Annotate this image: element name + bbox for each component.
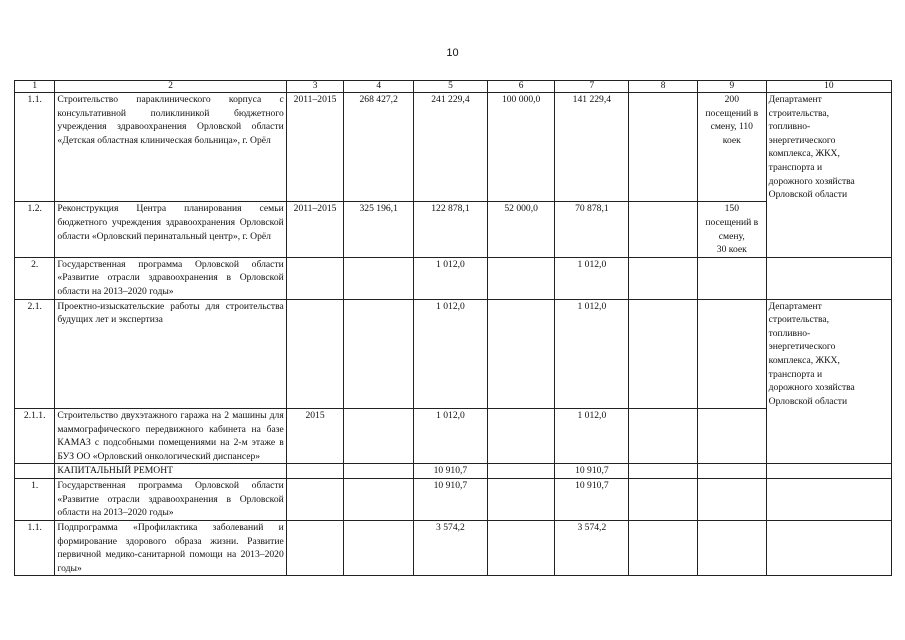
row-capacity	[697, 479, 766, 521]
row-name: КАПИТАЛЬНЫЙ РЕМОНТ	[55, 464, 286, 479]
header-col-7: 7	[555, 81, 629, 93]
row-responsible: Департамент строительства, топливно- энергетического комплекса, ЖКХ, транспорта и дорожного хозяйства Орловской области	[766, 299, 891, 408]
table-row	[15, 479, 892, 521]
row-col-4	[344, 299, 414, 408]
row-period	[286, 520, 344, 575]
row-name: Строительство параклинического корпуса с консультативной поликлиникой бюджетного учреждения здравоохранения Орловской области «Детская областная клиническая больница», г. Орёл	[55, 93, 286, 202]
data-table	[14, 80, 892, 576]
row-col-6	[487, 257, 555, 299]
row-col-8	[629, 299, 698, 408]
row-col-7: 3 574,2	[555, 520, 629, 575]
row-index: 1.1.	[15, 520, 55, 575]
row-responsible	[766, 479, 891, 521]
row-col-5: 3 574,2	[414, 520, 488, 575]
row-responsible: Департамент строительства, топливно- энергетического комплекса, ЖКХ, транспорта и дорожного хозяйства Орловской области	[766, 93, 891, 202]
row-col-4	[344, 479, 414, 521]
row-col-5: 10 910,7	[414, 479, 488, 521]
row-col-4: 325 196,1	[344, 202, 414, 257]
row-name: Государственная программа Орловской области «Развитие отрасли здравоохранения в Орловской области на 2013–2020 годы»	[55, 257, 286, 299]
row-col-7: 70 878,1	[555, 202, 629, 257]
row-capacity: 150 посещений в смену, 30 коек	[697, 202, 766, 257]
row-responsible	[766, 464, 891, 479]
row-period	[286, 299, 344, 408]
header-col-8: 8	[629, 81, 698, 93]
row-index: 2.1.	[15, 299, 55, 408]
table-row	[15, 464, 892, 479]
row-responsible	[766, 409, 891, 464]
row-index: 1.1.	[15, 93, 55, 202]
table-row	[15, 202, 892, 257]
row-period: 2011–2015	[286, 202, 344, 257]
row-period	[286, 257, 344, 299]
row-col-8	[629, 202, 698, 257]
table-row	[15, 299, 892, 408]
row-col-6	[487, 299, 555, 408]
row-name: Реконструкция Центра планирования семьи бюджетного учреждения здравоохранения Орловской области «Орловский перинатальный центр», г. Орёл	[55, 202, 286, 257]
row-period: 2011–2015	[286, 93, 344, 202]
row-period	[286, 464, 344, 479]
row-col-6	[487, 479, 555, 521]
row-responsible	[766, 202, 891, 257]
row-col-6: 100 000,0	[487, 93, 555, 202]
table-row	[15, 520, 892, 575]
row-col-4	[344, 257, 414, 299]
row-index: 1.2.	[15, 202, 55, 257]
row-col-8	[629, 520, 698, 575]
row-name: Подпрограмма «Профилактика заболеваний и формирование здорового образа жизни. Развитие первичной медико-санитарной помощи на 2013–2020 годы»	[55, 520, 286, 575]
row-responsible	[766, 520, 891, 575]
row-col-6	[487, 409, 555, 464]
row-col-4: 268 427,2	[344, 93, 414, 202]
row-col-7: 10 910,7	[555, 464, 629, 479]
row-capacity	[697, 520, 766, 575]
row-index: 2.	[15, 257, 55, 299]
header-col-3: 3	[286, 81, 344, 93]
row-name: Строительство двухэтажного гаража на 2 машины для маммографического передвижного кабинета на базе КАМАЗ с подсобными помещениями на 2-м этаже в БУЗ ОО «Орловский онкологический диспансер»	[55, 409, 286, 464]
row-col-5: 122 878,1	[414, 202, 488, 257]
row-col-8	[629, 409, 698, 464]
row-col-5: 1 012,0	[414, 409, 488, 464]
row-capacity	[697, 464, 766, 479]
row-col-7: 1 012,0	[555, 409, 629, 464]
row-capacity: 200 посещений в смену, 110 коек	[697, 93, 766, 202]
row-capacity	[697, 409, 766, 464]
row-col-4	[344, 464, 414, 479]
header-col-5: 5	[414, 81, 488, 93]
row-period: 2015	[286, 409, 344, 464]
row-col-4	[344, 520, 414, 575]
row-col-5: 1 012,0	[414, 257, 488, 299]
header-col-4: 4	[344, 81, 414, 93]
row-period	[286, 479, 344, 521]
row-col-8	[629, 479, 698, 521]
row-capacity	[697, 257, 766, 299]
row-col-6: 52 000,0	[487, 202, 555, 257]
row-responsible	[766, 257, 891, 299]
row-col-5: 1 012,0	[414, 299, 488, 408]
row-col-6	[487, 464, 555, 479]
header-col-6: 6	[487, 81, 555, 93]
page-number: 10	[446, 47, 459, 59]
row-col-8	[629, 257, 698, 299]
header-col-1: 1	[15, 81, 55, 93]
row-col-7: 141 229,4	[555, 93, 629, 202]
row-col-8	[629, 93, 698, 202]
row-col-5: 10 910,7	[414, 464, 488, 479]
header-col-2: 2	[55, 81, 286, 93]
header-row	[15, 81, 892, 93]
table-row	[15, 257, 892, 299]
row-col-5: 241 229,4	[414, 93, 488, 202]
row-index: 1.	[15, 479, 55, 521]
row-col-7: 10 910,7	[555, 479, 629, 521]
row-name: Государственная программа Орловской области «Развитие отрасли здравоохранения в Орловской области на 2013–2020 годы»	[55, 479, 286, 521]
header-col-10: 10	[766, 81, 891, 93]
row-col-4	[344, 409, 414, 464]
row-index	[15, 464, 55, 479]
row-col-6	[487, 520, 555, 575]
row-index: 2.1.1.	[15, 409, 55, 464]
row-name: Проектно-изыскательские работы для строительства будущих лет и экспертиза	[55, 299, 286, 408]
row-col-7: 1 012,0	[555, 299, 629, 408]
row-col-8	[629, 464, 698, 479]
table-row	[15, 409, 892, 464]
row-capacity	[697, 299, 766, 408]
row-col-7: 1 012,0	[555, 257, 629, 299]
table-row	[15, 93, 892, 202]
header-col-9: 9	[697, 81, 766, 93]
